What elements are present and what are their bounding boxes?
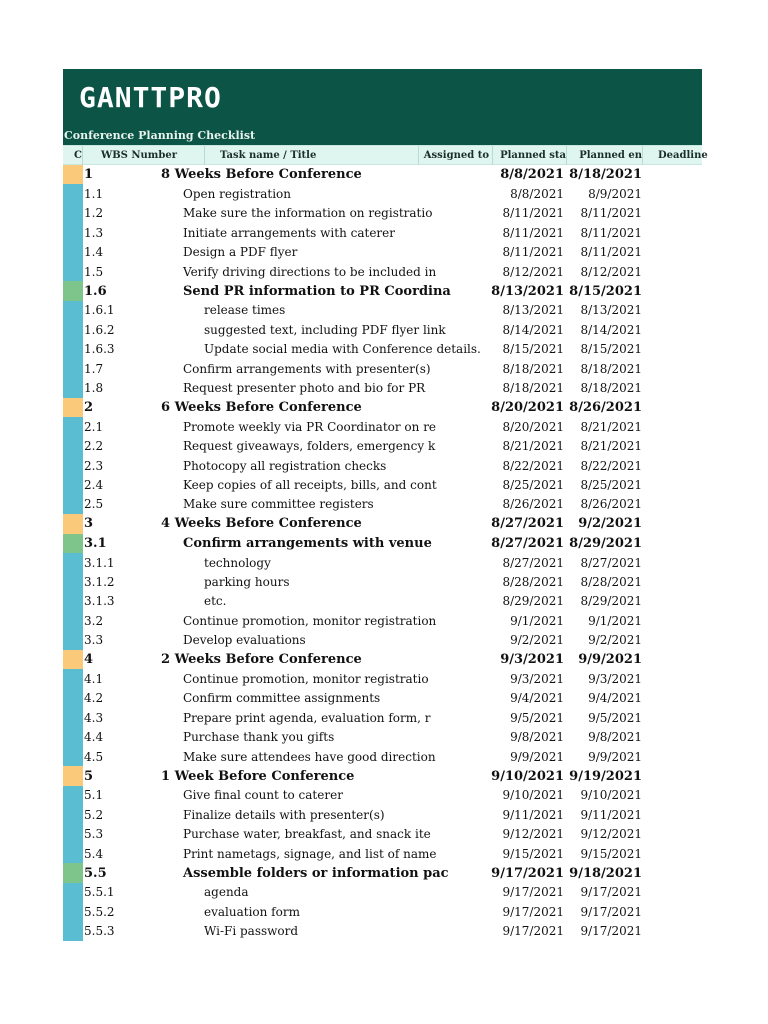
planned-end-cell[interactable]: 8/14/2021 [580, 322, 642, 337]
task-name-cell[interactable]: parking hours [204, 575, 290, 590]
header-task-name[interactable]: Task name / Title [205, 146, 419, 165]
table-row[interactable] [63, 825, 702, 844]
task-name-cell[interactable]: 8 Weeks Before Conference [161, 167, 362, 183]
task-name-cell[interactable]: Design a PDF flyer [183, 245, 298, 260]
wbs-number-cell[interactable]: 1.6.3 [84, 342, 115, 357]
planned-end-cell[interactable]: 9/17/2021 [580, 924, 642, 939]
wbs-number-cell[interactable]: 3.1.1 [84, 555, 115, 570]
level-color-marker [63, 262, 83, 281]
wbs-number-cell[interactable]: 1.6.1 [84, 303, 115, 318]
planned-start-cell[interactable]: 9/5/2021 [510, 710, 564, 725]
wbs-number-cell[interactable]: 2.4 [84, 478, 104, 493]
level-color-marker [63, 631, 83, 650]
planned-start-cell[interactable]: 9/3/2021 [510, 672, 564, 687]
wbs-number-cell[interactable]: 1.7 [84, 361, 104, 376]
task-name-cell[interactable]: Continue promotion, monitor registration [183, 613, 437, 628]
task-name-cell[interactable]: Purchase thank you gifts [183, 730, 335, 745]
wbs-number-cell[interactable]: 5 [84, 768, 94, 784]
task-name-cell[interactable]: 6 Weeks Before Conference [161, 399, 362, 415]
planned-end-cell[interactable]: 8/26/2021 [580, 497, 642, 512]
planned-start-cell[interactable]: 8/22/2021 [502, 458, 564, 473]
planned-start-cell[interactable]: 9/9/2021 [510, 749, 564, 764]
wbs-number-cell[interactable]: 2.3 [84, 458, 104, 473]
planned-start-cell[interactable]: 9/11/2021 [502, 807, 564, 822]
column-header-row [63, 145, 708, 165]
task-name-cell[interactable]: 1 Week Before Conference [161, 768, 355, 784]
planned-start-cell[interactable]: 8/14/2021 [502, 322, 564, 337]
planned-start-cell[interactable]: 8/27/2021 [502, 555, 564, 570]
planned-start-cell[interactable]: 8/11/2021 [502, 225, 564, 240]
table-row[interactable] [63, 650, 702, 669]
table-row[interactable] [63, 514, 702, 533]
wbs-number-cell[interactable]: 3.3 [84, 633, 104, 648]
level-color-marker [63, 301, 83, 320]
task-name-cell[interactable]: Make sure committee registers [183, 497, 374, 512]
wbs-number-cell[interactable]: 1.6.2 [84, 322, 115, 337]
level-color-marker [63, 398, 83, 417]
planned-end-cell[interactable]: 9/5/2021 [588, 710, 642, 725]
planned-start-cell[interactable]: 9/10/2021 [502, 788, 564, 803]
table-row[interactable] [63, 165, 702, 184]
level-color-marker [63, 863, 83, 882]
wbs-number-cell[interactable]: 3.2 [84, 613, 104, 628]
planned-start-cell[interactable]: 8/26/2021 [502, 497, 564, 512]
wbs-number-cell[interactable]: 5.3 [84, 827, 104, 842]
task-name-cell[interactable]: Request presenter photo and bio for PR [183, 381, 426, 396]
level-color-marker [63, 359, 83, 378]
planned-end-cell[interactable]: 8/9/2021 [588, 187, 642, 202]
task-name-cell[interactable]: Purchase water, breakfast, and snack ite [183, 827, 431, 842]
level-color-marker [63, 495, 83, 514]
header-color-column[interactable]: C [63, 146, 83, 165]
table-row[interactable] [63, 301, 702, 320]
planned-end-cell[interactable]: 8/18/2021 [580, 361, 642, 376]
planned-start-cell[interactable]: 9/4/2021 [510, 691, 564, 706]
planned-start-cell[interactable]: 9/3/2021 [500, 652, 564, 668]
level-color-marker [63, 922, 83, 941]
level-color-marker [63, 417, 83, 436]
planned-end-cell[interactable]: 9/1/2021 [588, 613, 642, 628]
planned-end-cell[interactable]: 9/3/2021 [588, 672, 642, 687]
level-color-marker [63, 825, 83, 844]
table-row[interactable] [63, 204, 702, 223]
planned-end-cell[interactable]: 8/13/2021 [580, 303, 642, 318]
level-color-marker [63, 456, 83, 475]
level-color-marker [63, 572, 83, 591]
planned-end-cell[interactable]: 9/8/2021 [588, 730, 642, 745]
level-color-marker [63, 728, 83, 747]
planned-start-cell[interactable]: 8/13/2021 [502, 303, 564, 318]
wbs-number-cell[interactable]: 1 [84, 167, 94, 183]
header-planned-end[interactable]: Planned en [567, 146, 643, 165]
header-assigned-to[interactable]: Assigned to [419, 146, 493, 165]
planned-end-cell[interactable]: 9/4/2021 [588, 691, 642, 706]
planned-end-cell[interactable]: 9/19/2021 [569, 768, 642, 784]
task-name-cell[interactable]: Give final count to caterer [183, 788, 343, 803]
planned-end-cell[interactable]: 9/17/2021 [580, 904, 642, 919]
wbs-number-cell[interactable]: 3.1.2 [84, 575, 115, 590]
task-name-cell[interactable]: Open registration [183, 187, 292, 202]
planned-end-cell[interactable]: 8/27/2021 [580, 555, 642, 570]
planned-end-cell[interactable]: 8/15/2021 [580, 342, 642, 357]
level-color-marker [63, 514, 83, 533]
task-name-cell[interactable]: Assemble folders or information pac [183, 865, 449, 881]
level-color-marker [63, 437, 83, 456]
wbs-number-cell[interactable]: 3.1.3 [84, 594, 115, 609]
planned-end-cell[interactable]: 8/11/2021 [580, 245, 642, 260]
table-row[interactable] [63, 378, 702, 397]
planned-start-cell[interactable]: 9/17/2021 [502, 924, 564, 939]
task-name-cell[interactable]: Make sure the information on registratio [183, 206, 433, 221]
planned-end-cell[interactable]: 9/10/2021 [580, 788, 642, 803]
planned-start-cell[interactable]: 8/18/2021 [502, 381, 564, 396]
wbs-number-cell[interactable]: 5.2 [84, 807, 104, 822]
wbs-number-cell[interactable]: 5.5 [84, 865, 107, 881]
wbs-number-cell[interactable]: 1.1 [84, 187, 104, 202]
wbs-number-cell[interactable]: 4.2 [84, 691, 104, 706]
planned-end-cell[interactable]: 8/21/2021 [580, 439, 642, 454]
wbs-number-cell[interactable]: 5.1 [84, 788, 104, 803]
planned-start-cell[interactable]: 8/11/2021 [502, 206, 564, 221]
wbs-number-cell[interactable]: 4.3 [84, 710, 104, 725]
planned-start-cell[interactable]: 8/21/2021 [502, 439, 564, 454]
table-row[interactable] [63, 844, 702, 863]
table-row[interactable] [63, 184, 702, 203]
table-row[interactable] [63, 766, 702, 785]
level-color-marker [63, 669, 83, 688]
task-name-cell[interactable]: etc. [204, 594, 227, 609]
task-name-cell[interactable]: Confirm committee assignments [183, 691, 381, 706]
wbs-number-cell[interactable]: 5.4 [84, 846, 104, 861]
table-row[interactable] [63, 728, 702, 747]
task-name-cell[interactable]: Promote weekly via PR Coordinator on re [183, 419, 437, 434]
table-row[interactable] [63, 786, 702, 805]
planned-end-cell[interactable]: 8/28/2021 [580, 575, 642, 590]
wbs-number-cell[interactable]: 1.6 [84, 283, 107, 299]
planned-end-cell[interactable]: 8/26/2021 [569, 399, 642, 415]
level-color-marker [63, 378, 83, 397]
table-row[interactable] [63, 592, 702, 611]
level-color-marker [63, 592, 83, 611]
wbs-number-cell[interactable]: 1.4 [84, 245, 104, 260]
table-row[interactable] [63, 262, 702, 281]
task-name-cell[interactable]: suggested text, including PDF flyer link [204, 322, 446, 337]
level-color-marker [63, 708, 83, 727]
wbs-number-cell[interactable]: 5.5.1 [84, 885, 115, 900]
wbs-number-cell[interactable]: 5.5.3 [84, 924, 115, 939]
planned-start-cell[interactable]: 9/12/2021 [502, 827, 564, 842]
sheet-title-bar [63, 127, 702, 145]
planned-end-cell[interactable]: 9/15/2021 [580, 846, 642, 861]
table-row[interactable] [63, 437, 702, 456]
task-name-cell[interactable]: Confirm arrangements with venue [183, 535, 432, 551]
task-name-cell[interactable]: Send PR information to PR Coordina [183, 283, 451, 299]
wbs-number-cell[interactable]: 1.5 [84, 264, 104, 279]
level-color-marker [63, 766, 83, 785]
planned-end-cell[interactable]: 9/2/2021 [578, 516, 642, 532]
planned-start-cell[interactable]: 8/8/2021 [510, 187, 564, 202]
table-row[interactable] [63, 902, 702, 921]
table-row[interactable] [63, 631, 702, 650]
task-name-cell[interactable]: 2 Weeks Before Conference [161, 652, 362, 668]
wbs-number-cell[interactable]: 5.5.2 [84, 904, 115, 919]
task-name-cell[interactable]: Verify driving directions to be included in [183, 264, 437, 279]
planned-start-cell[interactable]: 8/18/2021 [502, 361, 564, 376]
planned-end-cell[interactable]: 8/25/2021 [580, 478, 642, 493]
table-row[interactable] [63, 475, 702, 494]
task-name-cell[interactable]: Update social media with Conference details. [204, 342, 481, 357]
planned-start-cell[interactable]: 9/8/2021 [510, 730, 564, 745]
table-row[interactable] [63, 572, 702, 591]
task-name-cell[interactable]: evaluation form [204, 904, 300, 919]
planned-end-cell[interactable]: 8/29/2021 [580, 594, 642, 609]
task-name-cell[interactable]: release times [204, 303, 286, 318]
task-name-cell[interactable]: agenda [204, 885, 249, 900]
wbs-number-cell[interactable]: 4 [84, 652, 94, 668]
planned-end-cell[interactable]: 9/18/2021 [569, 865, 642, 881]
planned-start-cell[interactable]: 9/15/2021 [502, 846, 564, 861]
planned-start-cell[interactable]: 8/20/2021 [502, 419, 564, 434]
table-row[interactable] [63, 689, 702, 708]
task-name-cell[interactable]: Make sure attendees have good direction [183, 749, 436, 764]
table-row[interactable] [63, 863, 702, 882]
table-row[interactable] [63, 398, 702, 417]
wbs-number-cell[interactable]: 1.3 [84, 225, 104, 240]
task-name-cell[interactable]: Develop evaluations [183, 633, 306, 648]
planned-start-cell[interactable]: 8/27/2021 [491, 535, 564, 551]
planned-start-cell[interactable]: 8/12/2021 [502, 264, 564, 279]
table-row[interactable] [63, 223, 702, 242]
planned-end-cell[interactable]: 9/12/2021 [580, 827, 642, 842]
planned-end-cell[interactable]: 8/15/2021 [569, 283, 642, 299]
planned-start-cell[interactable]: 9/10/2021 [491, 768, 564, 784]
task-name-cell[interactable]: Photocopy all registration checks [183, 458, 387, 473]
planned-end-cell[interactable]: 8/21/2021 [580, 419, 642, 434]
task-name-cell[interactable]: Continue promotion, monitor registratio [183, 672, 429, 687]
task-name-cell[interactable]: Request giveaways, folders, emergency k [183, 439, 436, 454]
level-color-marker [63, 281, 83, 300]
planned-end-cell[interactable]: 9/9/2021 [588, 749, 642, 764]
level-color-marker [63, 747, 83, 766]
planned-start-cell[interactable]: 8/28/2021 [502, 575, 564, 590]
table-row[interactable] [63, 495, 702, 514]
table-row[interactable] [63, 805, 702, 824]
wbs-number-cell[interactable]: 4.1 [84, 672, 104, 687]
level-color-marker [63, 902, 83, 921]
planned-start-cell[interactable]: 8/20/2021 [491, 399, 564, 415]
wbs-number-cell[interactable]: 2.2 [84, 439, 104, 454]
wbs-number-cell[interactable]: 2.5 [84, 497, 104, 512]
level-color-marker [63, 320, 83, 339]
planned-end-cell[interactable]: 8/18/2021 [580, 381, 642, 396]
task-name-cell[interactable]: 4 Weeks Before Conference [161, 516, 362, 532]
planned-end-cell[interactable]: 8/22/2021 [580, 458, 642, 473]
table-row[interactable] [63, 922, 702, 941]
planned-end-cell[interactable]: 8/11/2021 [580, 206, 642, 221]
task-name-cell[interactable]: Prepare print agenda, evaluation form, r [183, 710, 431, 725]
level-color-marker [63, 534, 83, 553]
level-color-marker [63, 786, 83, 805]
level-color-marker [63, 611, 83, 630]
task-name-cell[interactable]: Keep copies of all receipts, bills, and cont [183, 478, 437, 493]
table-row[interactable] [63, 243, 702, 262]
sheet-title: Conference Planning Checklist [64, 129, 256, 142]
app-banner [63, 69, 702, 127]
planned-start-cell[interactable]: 8/15/2021 [502, 342, 564, 357]
planned-start-cell[interactable]: 9/17/2021 [502, 885, 564, 900]
wbs-number-cell[interactable]: 1.2 [84, 206, 104, 221]
level-color-marker [63, 223, 83, 242]
level-color-marker [63, 553, 83, 572]
level-color-marker [63, 650, 83, 669]
ganttpro-logo: GANTTPRO [79, 81, 222, 114]
planned-end-cell[interactable]: 8/18/2021 [569, 167, 642, 183]
table-row[interactable] [63, 456, 702, 475]
wbs-number-cell[interactable]: 1.8 [84, 381, 104, 396]
planned-start-cell[interactable]: 9/2/2021 [510, 633, 564, 648]
task-name-cell[interactable]: technology [204, 555, 271, 570]
wbs-number-cell[interactable]: 2 [84, 399, 94, 415]
table-row[interactable] [63, 669, 702, 688]
planned-end-cell[interactable]: 8/29/2021 [569, 535, 642, 551]
level-color-marker [63, 184, 83, 203]
planned-start-cell[interactable]: 9/17/2021 [491, 865, 564, 881]
wbs-number-cell[interactable]: 4.5 [84, 749, 104, 764]
wbs-number-cell[interactable]: 3.1 [84, 535, 107, 551]
planned-end-cell[interactable]: 8/12/2021 [580, 264, 642, 279]
level-color-marker [63, 475, 83, 494]
spreadsheet [63, 69, 708, 939]
task-name-cell[interactable]: Confirm arrangements with presenter(s) [183, 361, 431, 376]
level-color-marker [63, 340, 83, 359]
table-row[interactable] [63, 340, 702, 359]
level-color-marker [63, 844, 83, 863]
header-deadline[interactable]: Deadline [658, 150, 708, 161]
table-row[interactable] [63, 553, 702, 572]
planned-end-cell[interactable]: 8/11/2021 [580, 225, 642, 240]
task-name-cell[interactable]: Finalize details with presenter(s) [183, 807, 385, 822]
table-row[interactable] [63, 281, 702, 300]
planned-end-cell[interactable]: 9/9/2021 [578, 652, 642, 668]
wbs-number-cell[interactable]: 2.1 [84, 419, 104, 434]
task-name-cell[interactable]: Wi-Fi password [204, 924, 299, 939]
planned-start-cell[interactable]: 9/17/2021 [502, 904, 564, 919]
planned-start-cell[interactable]: 8/8/2021 [500, 167, 564, 183]
planned-end-cell[interactable]: 9/17/2021 [580, 885, 642, 900]
planned-start-cell[interactable]: 8/27/2021 [491, 516, 564, 532]
table-row[interactable] [63, 320, 702, 339]
planned-start-cell[interactable]: 8/13/2021 [491, 283, 564, 299]
table-row[interactable] [63, 883, 702, 902]
planned-start-cell[interactable]: 8/25/2021 [502, 478, 564, 493]
wbs-number-cell[interactable]: 4.4 [84, 730, 104, 745]
level-color-marker [63, 243, 83, 262]
table-row[interactable] [63, 747, 702, 766]
table-row[interactable] [63, 417, 702, 436]
task-name-cell[interactable]: Print nametags, signage, and list of name [183, 846, 437, 861]
table-row[interactable] [63, 611, 702, 630]
planned-end-cell[interactable]: 9/2/2021 [588, 633, 642, 648]
header-wbs-number[interactable]: WBS Number [83, 146, 205, 165]
header-planned-start[interactable]: Planned sta [493, 146, 567, 165]
table-row[interactable] [63, 534, 702, 553]
planned-start-cell[interactable]: 8/29/2021 [502, 594, 564, 609]
level-color-marker [63, 883, 83, 902]
task-name-cell[interactable]: Initiate arrangements with caterer [183, 225, 396, 240]
level-color-marker [63, 805, 83, 824]
level-color-marker [63, 165, 83, 184]
planned-end-cell[interactable]: 9/11/2021 [580, 807, 642, 822]
table-row[interactable] [63, 708, 702, 727]
planned-start-cell[interactable]: 9/1/2021 [510, 613, 564, 628]
table-row[interactable] [63, 359, 702, 378]
level-color-marker [63, 204, 83, 223]
planned-start-cell[interactable]: 8/11/2021 [502, 245, 564, 260]
level-color-marker [63, 689, 83, 708]
wbs-number-cell[interactable]: 3 [84, 516, 94, 532]
